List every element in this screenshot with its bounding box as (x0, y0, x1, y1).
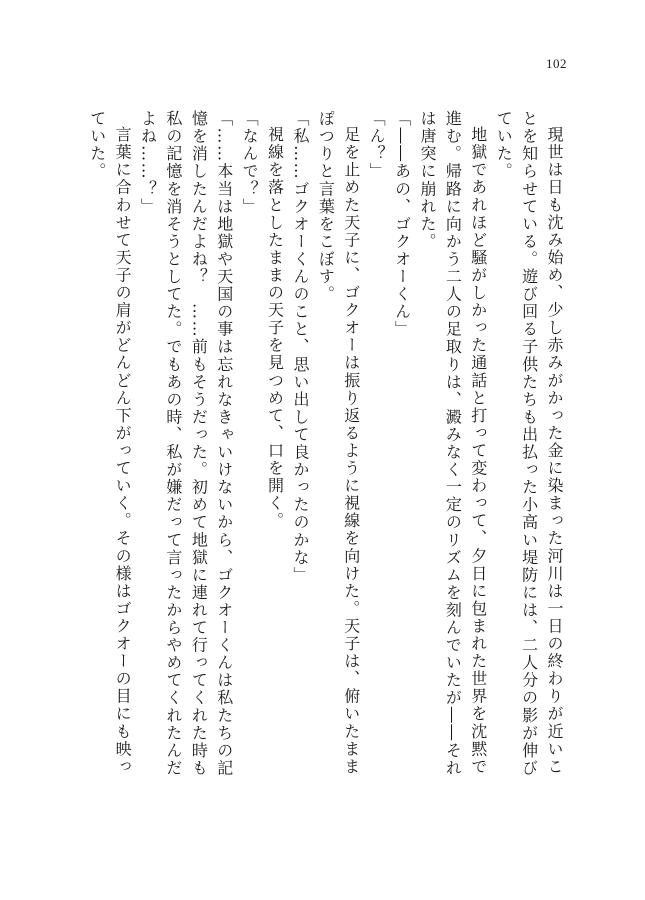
paragraph: 現世は日も沈み始め、少し赤みがかった金に染まった河川は一日の終わりが近いことを知らせている。遊び回る子供たちも出払った小高い堤防には、二人分の影が伸びていた。 (494, 110, 564, 777)
dialogue-line: 「私……ゴクオーくんのこと、思い出して良かったのかな」 (290, 110, 310, 584)
paragraph: 足を止めた天子に、ゴクオーは振り返るように視線を向けた。天子は、俯いたままぽつりと言葉をこぼす。 (316, 110, 361, 776)
dialogue-line: 「……本当は地獄や天国の事は忘れなきゃいけないから、ゴクオーくんは私たちの記憶を消したんだよね？ ……前もそうだった。初めて地獄に連れて行ってくれた時も私の記憶を消そうとしてた。でもあの時、私が嫌だって言ったからやめてくれたんだよね……？」 (138, 110, 234, 777)
dialogue-line: 「――あの、ゴクオーくん」 (392, 110, 412, 339)
paragraph: 言葉に合わせて天子の肩がどんどん下がっていく。その様はゴクオーの目にも映っていた。 (87, 110, 133, 776)
paragraph: 視線を落としたままの天子を見つめて、口を開く。 (265, 126, 285, 530)
page-number: 102 (546, 56, 567, 71)
paragraph: 地獄であれほど騒がしかった通話と打って変わって、夕日に包まれた世界を沈黙で進む。帰路に向かう二人の足取りは、澱みなく一定のリズムを刻んでいたが――それは唐突に崩れた。 (417, 110, 488, 777)
body-text (47, 110, 567, 790)
dialogue-line: 「なんで？」 (240, 110, 260, 216)
dialogue-line: 「ん？」 (367, 110, 387, 181)
